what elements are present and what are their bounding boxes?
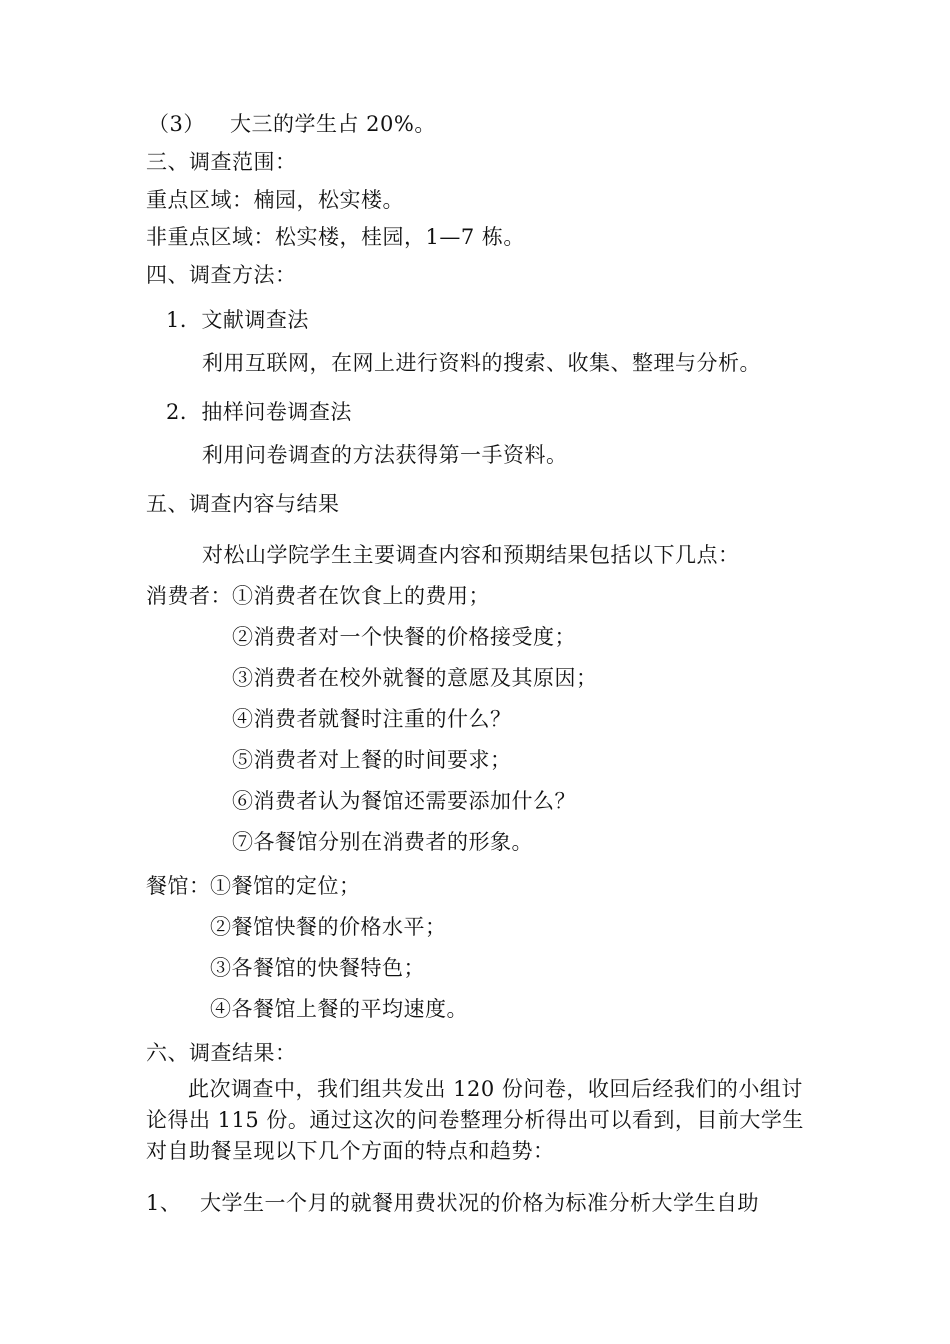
paragraph-line: 此次调查中，我们组共发出 120 份问卷，收回后经我们的小组讨 (188, 1077, 803, 1101)
restaurants-label: 餐馆： (146, 874, 211, 898)
list-item: ②餐馆快餐的价格水平； (210, 915, 447, 939)
section-intro-paragraph: 对松山学院学生主要调查内容和预期结果包括以下几点： (202, 543, 740, 567)
list-item: ⑥消费者认为餐馆还需要添加什么？ (232, 789, 576, 813)
non-focus-area-line: 非重点区域：松实楼，桂园，1—7 栋。 (146, 225, 525, 249)
list-item-text: 大三的学生占 20%。 (230, 112, 436, 136)
list-item: ④消费者就餐时注重的什么？ (232, 707, 512, 731)
paragraph-line: 对自助餐呈现以下几个方面的特点和趋势： (146, 1139, 555, 1163)
list-item: ③各餐馆的快餐特色； (210, 956, 425, 980)
list-marker: 1、 (146, 1191, 182, 1215)
method-2-desc: 利用问卷调查的方法获得第一手资料。 (202, 443, 568, 467)
method-2-title: 2．抽样问卷调查法 (166, 400, 352, 424)
result-item-text: 大学生一个月的就餐用费状况的价格为标准分析大学生自助 (200, 1191, 759, 1215)
list-item: ③消费者在校外就餐的意愿及其原因； (232, 666, 598, 690)
section-heading-methods: 四、调查方法： (146, 263, 297, 287)
section-heading-scope: 三、调查范围： (146, 150, 297, 174)
list-item: ①餐馆的定位； (210, 874, 361, 898)
list-marker: （3） (148, 112, 205, 136)
consumers-label: 消费者： (146, 584, 232, 608)
list-item-grade3 (148, 110, 436, 138)
list-item: ⑦各餐馆分别在消费者的形象。 (232, 830, 533, 854)
section-heading-content: 五、调查内容与结果 (146, 492, 340, 516)
list-item: ①消费者在饮食上的费用； (232, 584, 490, 608)
focus-area-line: 重点区域：楠园，松实楼。 (146, 188, 404, 212)
paragraph-line: 论得出 115 份。通过这次的问卷整理分析得出可以看到，目前大学生 (146, 1108, 804, 1132)
section-heading-results: 六、调查结果： (146, 1041, 297, 1065)
method-1-desc: 利用互联网，在网上进行资料的搜索、收集、整理与分析。 (202, 351, 761, 375)
list-item: ②消费者对一个快餐的价格接受度； (232, 625, 576, 649)
list-item: ④各餐馆上餐的平均速度。 (210, 997, 468, 1021)
result-item-1 (146, 1189, 759, 1217)
method-1-title: 1．文献调查法 (166, 308, 309, 332)
list-item: ⑤消费者对上餐的时间要求； (232, 748, 512, 772)
